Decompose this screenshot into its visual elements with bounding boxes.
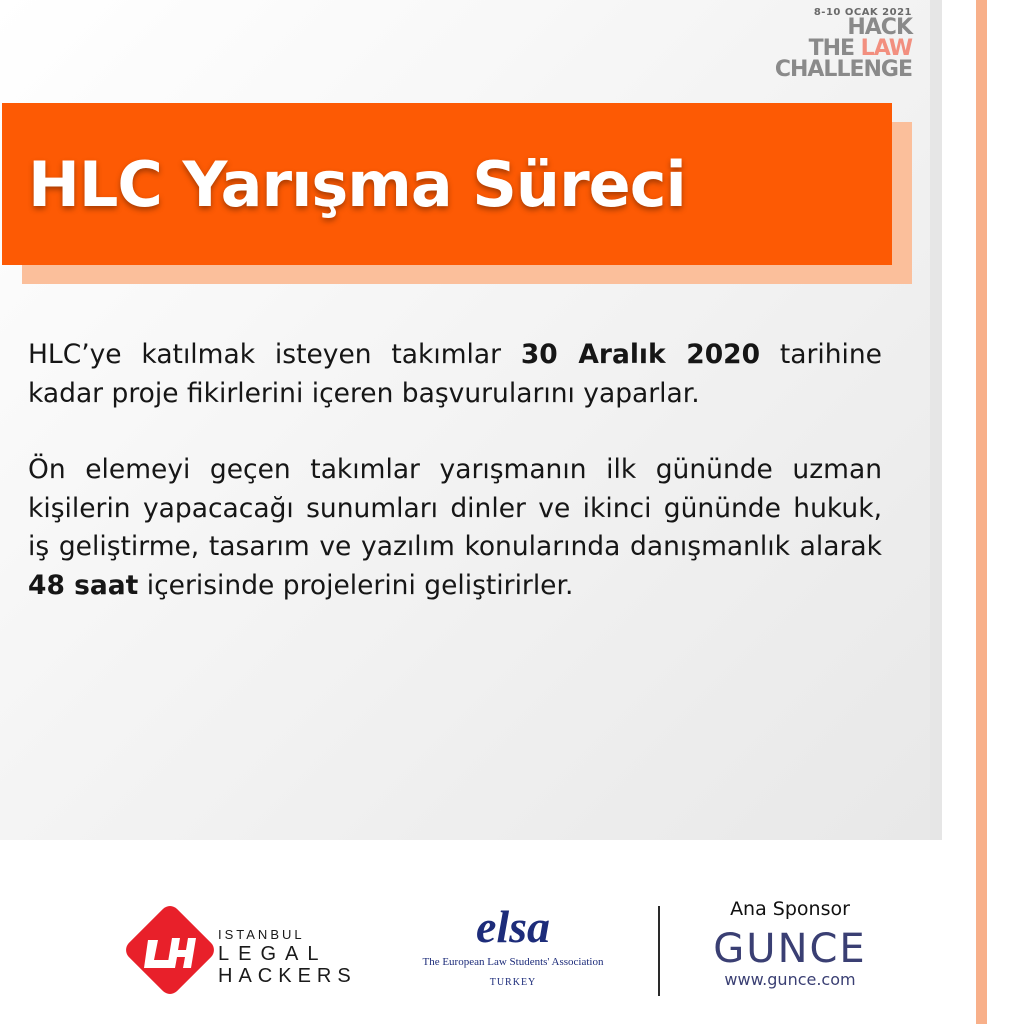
gunce-logo-text: GUNCE: [713, 926, 867, 968]
event-date: 8-10 OCAK 2021: [813, 7, 912, 18]
body-text: [28, 336, 882, 605]
footer-divider: [658, 906, 660, 996]
title-bar: [2, 103, 892, 265]
legal-hackers-logo: [120, 900, 220, 1000]
elsa-country: TURKEY: [489, 977, 537, 988]
elsa-logo-text: elsa: [475, 901, 551, 952]
paragraph-1-text-a: HLC’ye katılmak isteyen takımlar: [28, 339, 521, 370]
paragraph-1-bold: 30 Aralık 2020: [520, 339, 761, 370]
elsa-logo: [458, 896, 568, 954]
legal-hackers-line2: LEGAL: [218, 943, 328, 965]
gunce-logo: [705, 926, 875, 968]
page-title: HLC Yarışma Süreci: [28, 147, 686, 221]
legal-hackers-line3: HACKERS: [218, 965, 357, 987]
paragraph-2-text-b: içerisinde projelerini geliştirirler.: [138, 569, 574, 601]
sponsor-block: [700, 898, 880, 989]
accent-stripe: [976, 0, 987, 1024]
paragraph-2: [28, 451, 882, 605]
sponsor-label: Ana Sponsor: [730, 898, 850, 920]
logo-line2-b: LAW: [860, 35, 912, 61]
paragraph-1: [28, 336, 882, 413]
logo-line2-a: THE: [808, 35, 861, 61]
sponsor-url: www.gunce.com: [724, 970, 856, 989]
logo-line1: HACK: [847, 15, 912, 40]
elsa-full-name: The European Law Students' Association: [422, 956, 604, 968]
hack-the-law-logo: [774, 15, 912, 82]
paragraph-1-text-b: tarihine kadar proje fikirlerini içeren başvurularını yaparlar.: [28, 339, 882, 409]
paragraph-2-bold: 48 saat: [28, 569, 139, 601]
legal-hackers-line1: ISTANBUL: [218, 927, 305, 942]
event-header: [775, 8, 912, 81]
paragraph-2-text-a: Ön elemeyi geçen takımlar yarışmanın ilk gününde uzman kişilerin yapacacağı sunumları dinler ve ikinci gününde hukuk, iş geliştirme, tasarım ve yazılım konularında danışmanlık alarak: [28, 454, 882, 562]
panel-edge: [930, 0, 942, 840]
legal-hackers-wordmark: [218, 928, 357, 986]
logo-line3: CHALLENGE: [774, 56, 912, 82]
elsa-logo-block: [418, 896, 608, 988]
